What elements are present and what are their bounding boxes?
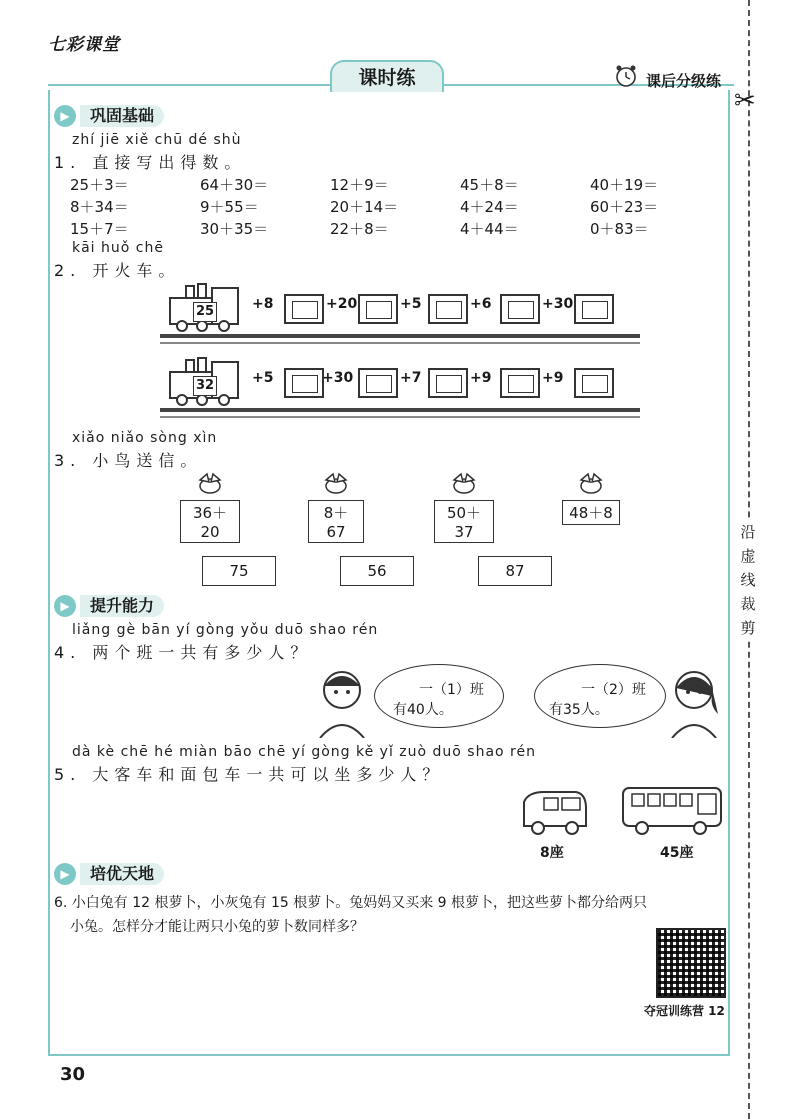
q1-pinyin: zhí jiē xiě chū dé shù <box>72 132 242 148</box>
play-icon: ▶ <box>54 595 76 617</box>
train-car <box>428 294 468 324</box>
q1-item: 9＋55＝ <box>200 198 259 216</box>
section-excel <box>54 862 164 886</box>
q1-item: 4＋24＝ <box>460 198 519 216</box>
bird-expression: 50＋37 <box>434 500 494 543</box>
van-icon <box>520 788 590 836</box>
section-improve <box>54 594 164 618</box>
q1-row <box>70 196 720 218</box>
tier-label: 课后分级练 <box>646 72 722 90</box>
section-title: 巩固基础 <box>80 105 164 127</box>
train-1 <box>160 282 640 352</box>
q1-item: 60＋23＝ <box>590 198 659 216</box>
play-icon: ▶ <box>54 105 76 127</box>
train-car <box>574 294 614 324</box>
section-title: 培优天地 <box>80 863 164 885</box>
q3-text: 3. 小鸟送信。 <box>54 451 203 470</box>
q1-item: 40＋19＝ <box>590 176 659 194</box>
brand-logo: 七彩课堂 <box>48 35 120 55</box>
q1-text: 1. 直接写出得数。 <box>54 153 247 172</box>
q5-text: 5. 大客车和面包车一共可以坐多少人？ <box>54 765 445 784</box>
train-op: +5 <box>400 296 422 312</box>
train-start-number: 25 <box>193 302 217 322</box>
train-op: +9 <box>542 370 564 386</box>
speech-bubble-class-2 <box>534 664 666 728</box>
q6-text-line1: 6. 小白兔有 12 根萝卜，小灰兔有 15 根萝卜。兔妈妈又买来 9 根萝卜，把这些萝卜都分给两只 <box>54 895 648 911</box>
q1-item: 45＋8＝ <box>460 176 519 194</box>
bird-icon <box>195 470 225 496</box>
bubble-class: 一（2）班 <box>581 682 646 698</box>
mailbox <box>202 556 276 586</box>
train-op: +8 <box>252 296 274 312</box>
q4-pinyin: liǎng gè bān yí gòng yǒu duō shao rén <box>72 622 379 638</box>
bird-icon <box>449 470 479 496</box>
rail <box>160 334 640 338</box>
train-op: +5 <box>252 370 274 386</box>
mailbox-number: 75 <box>229 562 249 580</box>
q1-row <box>70 218 720 240</box>
bus-icon <box>620 782 726 836</box>
train-car <box>284 294 324 324</box>
train-op: +7 <box>400 370 422 386</box>
q4-text: 4. 两个班一共有多少人？ <box>54 643 313 662</box>
cut-label: 沿虚线裁剪 <box>738 520 758 640</box>
q1-item: 25＋3＝ <box>70 176 129 194</box>
train-car <box>574 368 614 398</box>
q1-item: 0＋83＝ <box>590 220 649 238</box>
q2-text: 2. 开火车。 <box>54 261 181 280</box>
train-car <box>500 368 540 398</box>
mailbox <box>478 556 552 586</box>
speech-bubble-class-1 <box>374 664 504 728</box>
q1-item: 4＋44＝ <box>460 220 519 238</box>
q1-item: 15＋7＝ <box>70 220 129 238</box>
train-car <box>284 368 324 398</box>
page-number: 30 <box>60 1064 86 1085</box>
bird-icon <box>321 470 351 496</box>
q1-item: 8＋34＝ <box>70 198 129 216</box>
q1-item: 20＋14＝ <box>330 198 399 216</box>
q1-grid <box>70 174 720 240</box>
q1-row <box>70 174 720 196</box>
rail-bed <box>160 342 640 344</box>
train-op: +30 <box>542 296 574 312</box>
q2-pinyin: kāi huǒ chē <box>72 240 164 256</box>
bird-letter <box>308 470 364 543</box>
bird-expression: 48＋8 <box>562 500 620 525</box>
boy-icon <box>312 666 372 738</box>
q6-text-line2: 小兔。怎样分才能让两只小兔的萝卜数同样多？ <box>70 919 364 935</box>
play-icon: ▶ <box>54 863 76 885</box>
train-op: +30 <box>322 370 354 386</box>
bird-letter <box>434 470 494 543</box>
mailbox <box>340 556 414 586</box>
q5-pinyin: dà kè chē hé miàn bāo chē yí gòng kě yǐ zuò duō shao rén <box>72 744 536 760</box>
train-op: +9 <box>470 370 492 386</box>
alarm-clock-icon <box>614 64 638 88</box>
bird-letter <box>562 470 620 525</box>
q1-item: 30＋35＝ <box>200 220 269 238</box>
train-car <box>500 294 540 324</box>
scissors-icon: ✂ <box>734 86 756 116</box>
bird-icon <box>576 470 606 496</box>
bubble-count: 有35人。 <box>549 702 609 718</box>
bird-letter <box>180 470 240 543</box>
bird-expression: 8＋67 <box>308 500 364 543</box>
mailbox-number: 56 <box>367 562 387 580</box>
q1-item: 64＋30＝ <box>200 176 269 194</box>
page-title: 课时练 <box>330 60 444 92</box>
q3-pinyin: xiǎo niǎo sòng xìn <box>72 430 218 446</box>
q1-item: 12＋9＝ <box>330 176 389 194</box>
bubble-class: 一（1）班 <box>419 682 484 698</box>
train-car <box>358 294 398 324</box>
bird-expression: 36＋20 <box>180 500 240 543</box>
train-car <box>428 368 468 398</box>
qr-code-icon[interactable] <box>656 928 726 998</box>
train-op: +6 <box>470 296 492 312</box>
q1-item: 22＋8＝ <box>330 220 389 238</box>
bus-seats: 45座 <box>660 845 694 861</box>
bubble-count: 有40人。 <box>393 702 453 718</box>
train-op: +20 <box>326 296 358 312</box>
section-title: 提升能力 <box>80 595 164 617</box>
train-car <box>358 368 398 398</box>
section-basic <box>54 104 164 128</box>
train-start-number: 32 <box>193 376 217 396</box>
girl-icon <box>666 666 726 738</box>
rail <box>160 408 640 412</box>
mailbox-number: 87 <box>505 562 525 580</box>
qr-caption: 夺冠训练营 12 <box>644 1004 725 1018</box>
train-2 <box>160 356 640 426</box>
rail-bed <box>160 416 640 418</box>
van-seats: 8座 <box>540 845 564 861</box>
